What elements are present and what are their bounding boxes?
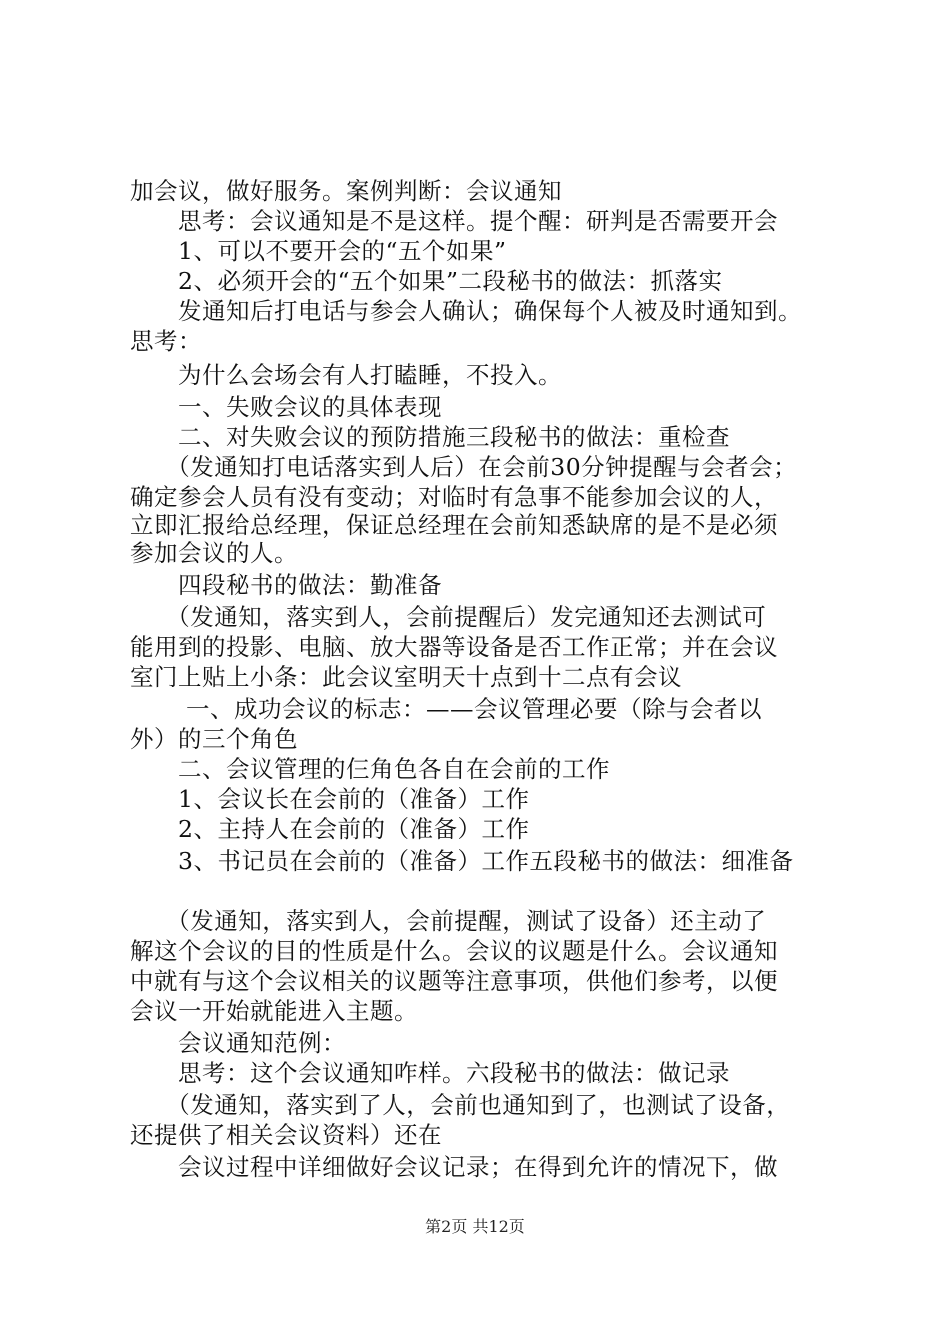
text-line: 一、成功会议的标志：——会议管理必要（除与会者以 [130, 695, 762, 723]
text-line: 中就有与这个会议相关的议题等注意事项，供他们参考，以便 [130, 967, 778, 995]
text-line: 外）的三个角色 [130, 725, 298, 753]
text-line: 二、会议管理的仨角色各自在会前的工作 [130, 755, 610, 783]
text-line: 思考：这个会议通知咋样。六段秘书的做法：做记录 [130, 1059, 730, 1087]
text-line: 立即汇报给总经理，保证总经理在会前知悉缺席的是不是必须 [130, 511, 778, 539]
text-line: 还提供了相关会议资料）还在 [130, 1121, 442, 1149]
text-line: 加会议，做好服务。案例判断：会议通知 [130, 177, 562, 205]
text-line: 思考：会议通知是不是这样。提个醒：研判是否需要开会 [130, 207, 778, 235]
text-line: 3、书记员在会前的（准备）工作五段秘书的做法：细准备 [130, 847, 794, 875]
page-number-footer: 第2页 共12页 [425, 1217, 525, 1236]
text-line: 思考： [130, 327, 202, 355]
text-line: 2、必须开会的“五个如果”二段秘书的做法：抓落实 [130, 267, 723, 295]
text-line: 为什么会场会有人打瞌睡，不投入。 [130, 361, 562, 389]
text-line: 室门上贴上小条：此会议室明天十点到十二点有会议 [130, 663, 682, 691]
text-line: （发通知，落实到人，会前提醒后）发完通知还去测试可 [130, 603, 767, 631]
text-line: 四段秘书的做法：勤准备 [130, 571, 442, 599]
text-line: 确定参会人员有没有变动；对临时有急事不能参加会议的人， [130, 483, 778, 511]
text-line: 解这个会议的目的性质是什么。会议的议题是什么。会议通知 [130, 937, 778, 965]
text-line: 2、主持人在会前的（准备）工作 [130, 815, 530, 843]
text-line: 1、会议长在会前的（准备）工作 [130, 785, 530, 813]
text-line: 会议通知范例： [130, 1029, 346, 1057]
text-line: 参加会议的人。 [130, 539, 298, 567]
text-line: 1、可以不要开会的“五个如果” [130, 237, 507, 265]
text-line: 能用到的投影、电脑、放大器等设备是否工作正常；并在会议 [130, 633, 778, 661]
text-line: 二、对失败会议的预防措施三段秘书的做法：重检查 [130, 423, 730, 451]
text-line: （发通知，落实到人，会前提醒，测试了设备）还主动了 [130, 907, 767, 935]
text-line: 发通知后打电话与参会人确认；确保每个人被及时通知到。 [130, 297, 802, 325]
text-line: 会议过程中详细做好会议记录；在得到允许的情况下，做 [130, 1153, 778, 1181]
text-line: 一、失败会议的具体表现 [130, 393, 442, 421]
text-line: （发通知，落实到了人，会前也通知到了，也测试了设备， [130, 1091, 791, 1119]
text-line: 会议一开始就能进入主题。 [130, 997, 418, 1025]
text-line: （发通知打电话落实到人后）在会前30分钟提醒与会者会； [130, 453, 798, 481]
